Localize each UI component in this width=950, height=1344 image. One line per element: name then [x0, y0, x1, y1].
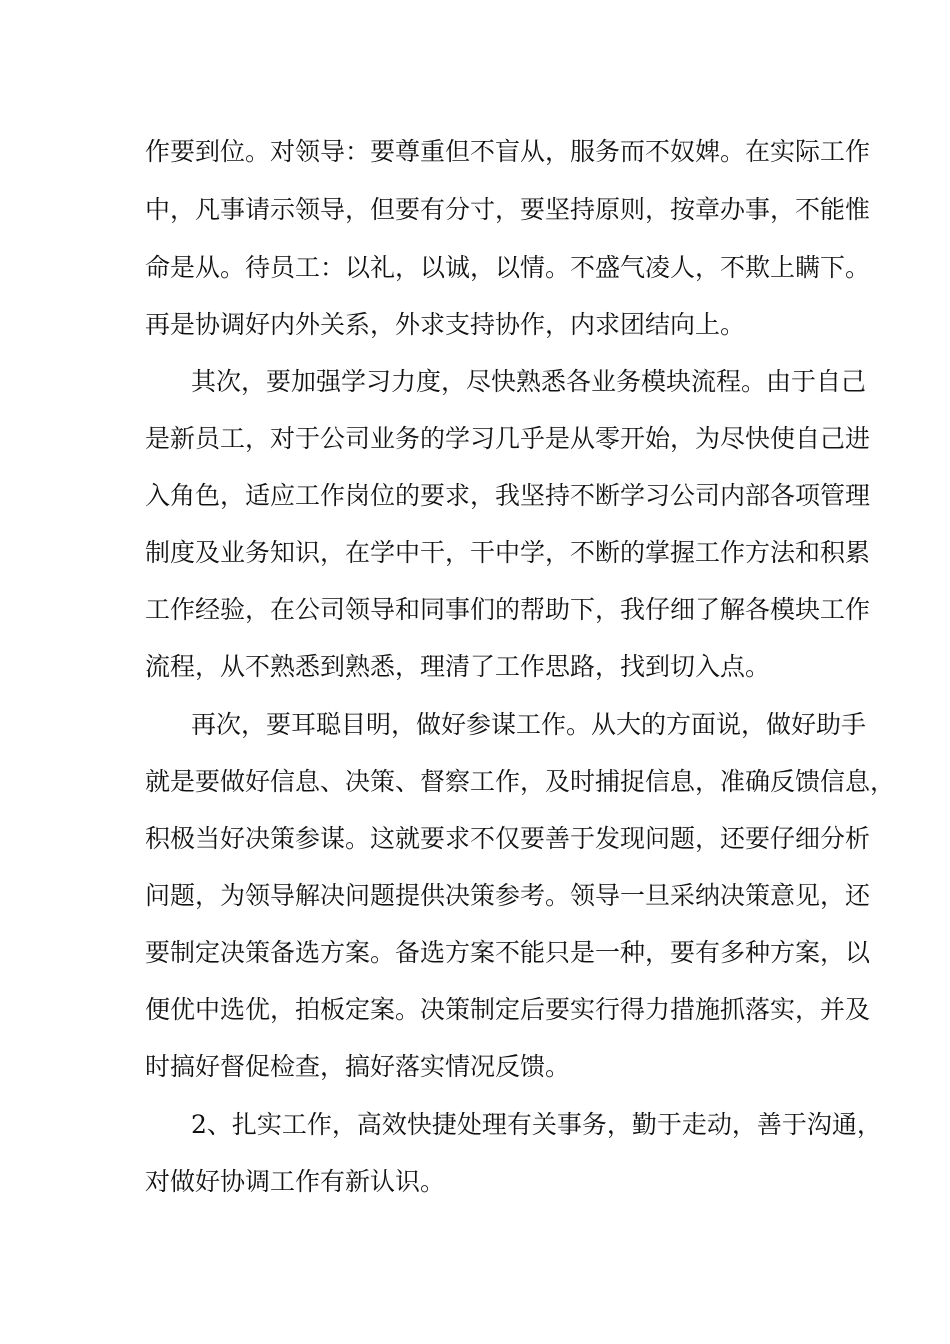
text-line: 作要到位。对领导：要尊重但不盲从，服务而不奴婢。在实际工作: [145, 137, 871, 166]
text-line: 问题，为领导解决问题提供决策参考。领导一旦采纳决策意见，还: [145, 881, 871, 910]
text-line: 就是要做好信息、决策、督察工作，及时捕捉信息，准确反馈信息，: [145, 767, 896, 796]
paragraph-start-line: 2、扎实工作，高效快捷处理有关事务，勤于走动，善于沟通，: [191, 1110, 882, 1139]
text-line: 积极当好决策参谋。这就要求不仅要善于发现问题，还要仔细分析: [145, 824, 871, 853]
text-line: 命是从。待员工：以礼，以诚，以情。不盛气凌人，不欺上瞒下。: [145, 253, 871, 282]
text-line: 要制定决策备选方案。备选方案不能只是一种，要有多种方案，以: [145, 938, 871, 967]
text-line: 流程，从不熟悉到熟悉，理清了工作思路，找到切入点。: [145, 652, 771, 681]
text-line: 再是协调好内外关系，外求支持协作，内求团结向上。: [145, 310, 746, 339]
paragraph-start-line: 再次，要耳聪目明，做好参谋工作。从大的方面说，做好助手: [191, 710, 867, 739]
text-line: 对做好协调工作有新认识。: [145, 1167, 446, 1196]
text-line: 制度及业务知识，在学中干，干中学，不断的掌握工作方法和积累: [145, 538, 871, 567]
paragraph-start-line: 其次，要加强学习力度，尽快熟悉各业务模块流程。由于自己: [191, 367, 867, 396]
text-line: 便优中选优，拍板定案。决策制定后要实行得力措施抓落实，并及: [145, 995, 871, 1024]
text-line: 是新员工，对于公司业务的学习几乎是从零开始，为尽快使自己进: [145, 424, 871, 453]
text-line: 入角色，适应工作岗位的要求，我坚持不断学习公司内部各项管理: [145, 481, 871, 510]
text-line: 工作经验，在公司领导和同事们的帮助下，我仔细了解各模块工作: [145, 595, 871, 624]
text-line: 中，凡事请示领导，但要有分寸，要坚持原则，按章办事，不能惟: [145, 195, 871, 224]
text-line: 时搞好督促检查，搞好落实情况反馈。: [145, 1052, 571, 1081]
